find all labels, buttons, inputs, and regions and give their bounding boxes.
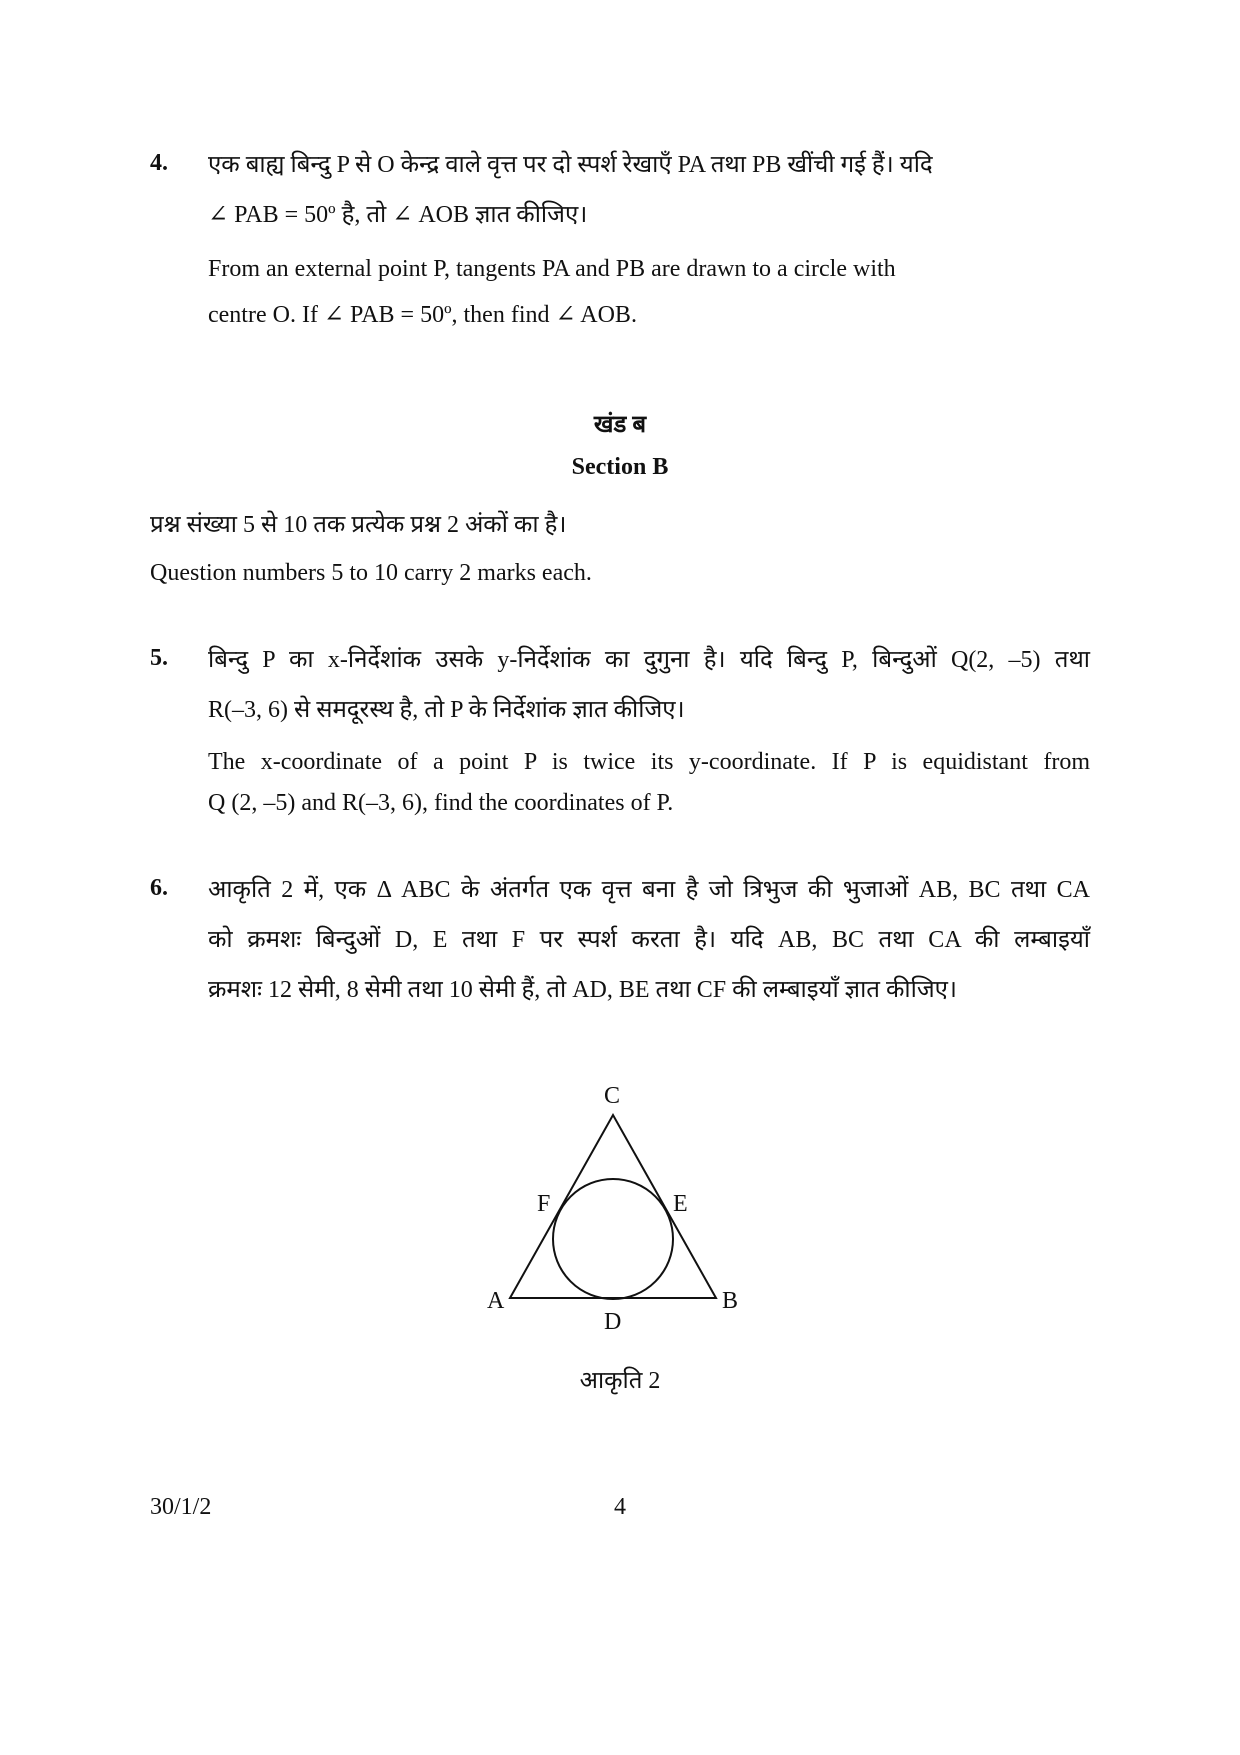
point-label-e: E (673, 1191, 688, 1217)
question-text-hindi-line-2: ∠ PAB = 50º है, तो ∠ AOB ज्ञात कीजिए। (208, 202, 588, 228)
vertex-label-a: A (487, 1288, 505, 1314)
question-text-english-line-1: The x-coordinate of a point P is twice its y-coordinate. If P is equidistant from (208, 749, 1090, 775)
point-label-f: F (537, 1191, 551, 1217)
triangle-incircle-figure (470, 1055, 770, 1345)
question-number: 6. (150, 875, 168, 901)
question-number: 4. (150, 150, 168, 176)
question-text-hindi-line-2: R(–3, 6) से समदूरस्थ है, तो P के निर्देशांक ज्ञात कीजिए। (208, 697, 685, 723)
question-text-hindi-line-1: आकृति 2 में, एक Δ ABC के अंतर्गत एक वृत्त बना है जो त्रिभुज की भुजाओं AB, BC तथा CA (208, 877, 1090, 903)
vertex-label-b: B (722, 1288, 739, 1314)
section-instructions-english: Question numbers 5 to 10 carry 2 marks each. (150, 560, 592, 586)
section-title-english: Section B (571, 454, 669, 480)
question-text-english-line-2: Q (2, –5) and R(–3, 6), find the coordinates of P. (208, 790, 674, 816)
question-text-hindi-line-1: एक बाह्य बिन्दु P से O केन्द्र वाले वृत्त पर दो स्पर्श रेखाएँ PA तथा PB खींची गई हैं। यदि (208, 152, 933, 178)
question-text-hindi-line-2: को क्रमशः बिन्दुओं D, E तथा F पर स्पर्श करता है। यदि AB, BC तथा CA की लम्बाइयाँ (208, 927, 1090, 953)
question-text-hindi-line-1: बिन्दु P का x-निर्देशांक उसके y-निर्देशांक का दुगुना है। यदि बिन्दु P, बिन्दुओं Q(2, –5) तथा (208, 647, 1090, 673)
question-number: 5. (150, 645, 168, 671)
section-title-hindi: खंड ब (593, 412, 647, 438)
section-instructions-hindi: प्रश्न संख्या 5 से 10 तक प्रत्येक प्रश्न 2 अंकों का है। (150, 512, 567, 538)
question-text-english-line-1: From an external point P, tangents PA and PB are drawn to a circle with (208, 256, 896, 282)
incircle (553, 1179, 673, 1299)
figure-caption: आकृति 2 (579, 1368, 661, 1394)
question-text-hindi-line-3: क्रमशः 12 सेमी, 8 सेमी तथा 10 सेमी हैं, तो AD, BE तथा CF की लम्बाइयाँ ज्ञात कीजिए। (208, 977, 957, 1003)
point-label-d: D (604, 1309, 622, 1335)
page-number: 4 (614, 1494, 626, 1520)
question-text-english-line-2: centre O. If ∠ PAB = 50º, then find ∠ AOB. (208, 302, 637, 328)
paper-code: 30/1/2 (150, 1494, 212, 1520)
vertex-label-c: C (604, 1083, 621, 1109)
